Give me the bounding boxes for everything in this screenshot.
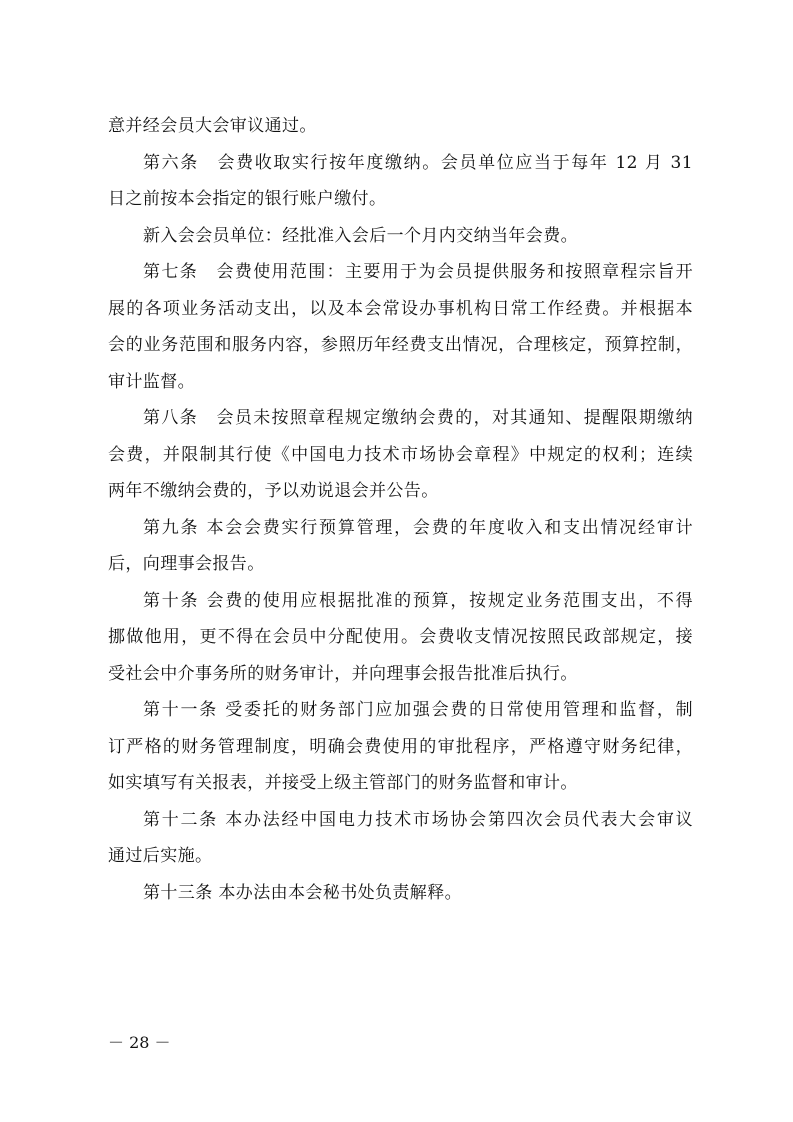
text-line: 新入会会员单位：经批准入会后一个月内交纳当年会费。 bbox=[143, 225, 578, 246]
text-line: 第七条 会费使用范围：主要用于为会员提供服务和按照章程宗旨开 bbox=[143, 262, 693, 282]
text-line: 意并经会员大会审议通过。 bbox=[108, 116, 317, 136]
document-body bbox=[108, 108, 693, 911]
text-line: 第六条 会费收取实行按年度缴纳。会员单位应当于每年 12 月 31 bbox=[143, 152, 693, 173]
page-number: － 28 － bbox=[108, 1033, 171, 1052]
text-line: 第十二条 本办法经中国电力技术市场协会第四次会员代表大会审议 bbox=[143, 809, 693, 830]
text-line: 展的各项业务活动支出，以及本会常设办事机构日常工作经费。并根据本 bbox=[108, 298, 693, 319]
text-line: 两年不缴纳会费的，予以劝说退会并公告。 bbox=[108, 481, 439, 501]
text-line: 会费，并限制其行使《中国电力技术市场协会章程》中规定的权利；连续 bbox=[108, 444, 693, 465]
text-line: 第十条 会费的使用应根据批准的预算，按规定业务范围支出，不得 bbox=[143, 590, 693, 611]
text-line: 会的业务范围和服务内容，参照历年经费支出情况，合理核定，预算控制， bbox=[108, 335, 693, 355]
text-line: 第十一条 受委托的财务部门应加强会费的日常使用管理和监督，制 bbox=[143, 700, 693, 720]
text-line: 通过后实施。 bbox=[108, 846, 213, 866]
text-line: 如实填写有关报表，并接受上级主管部门的财务监督和审计。 bbox=[108, 773, 578, 793]
text-line: 日之前按本会指定的银行账户缴付。 bbox=[108, 189, 387, 209]
text-line: 第十三条 本办法由本会秘书处负责解释。 bbox=[143, 882, 463, 903]
text-line: 审计监督。 bbox=[108, 371, 195, 392]
text-line: 挪做他用，更不得在会员中分配使用。会费收支情况按照民政部规定，接 bbox=[108, 627, 693, 647]
text-line: 受社会中介事务所的财务审计，并向理事会报告批准后执行。 bbox=[108, 663, 578, 684]
text-line: 后，向理事会报告。 bbox=[108, 554, 265, 574]
text-line: 第八条 会员未按照章程规定缴纳会费的，对其通知、提醒限期缴纳 bbox=[143, 408, 693, 428]
text-line: 订严格的财务管理制度，明确会费使用的审批程序，严格遵守财务纪律， bbox=[108, 736, 693, 757]
text-line: 第九条 本会会费实行预算管理，会费的年度收入和支出情况经审计 bbox=[143, 517, 693, 538]
